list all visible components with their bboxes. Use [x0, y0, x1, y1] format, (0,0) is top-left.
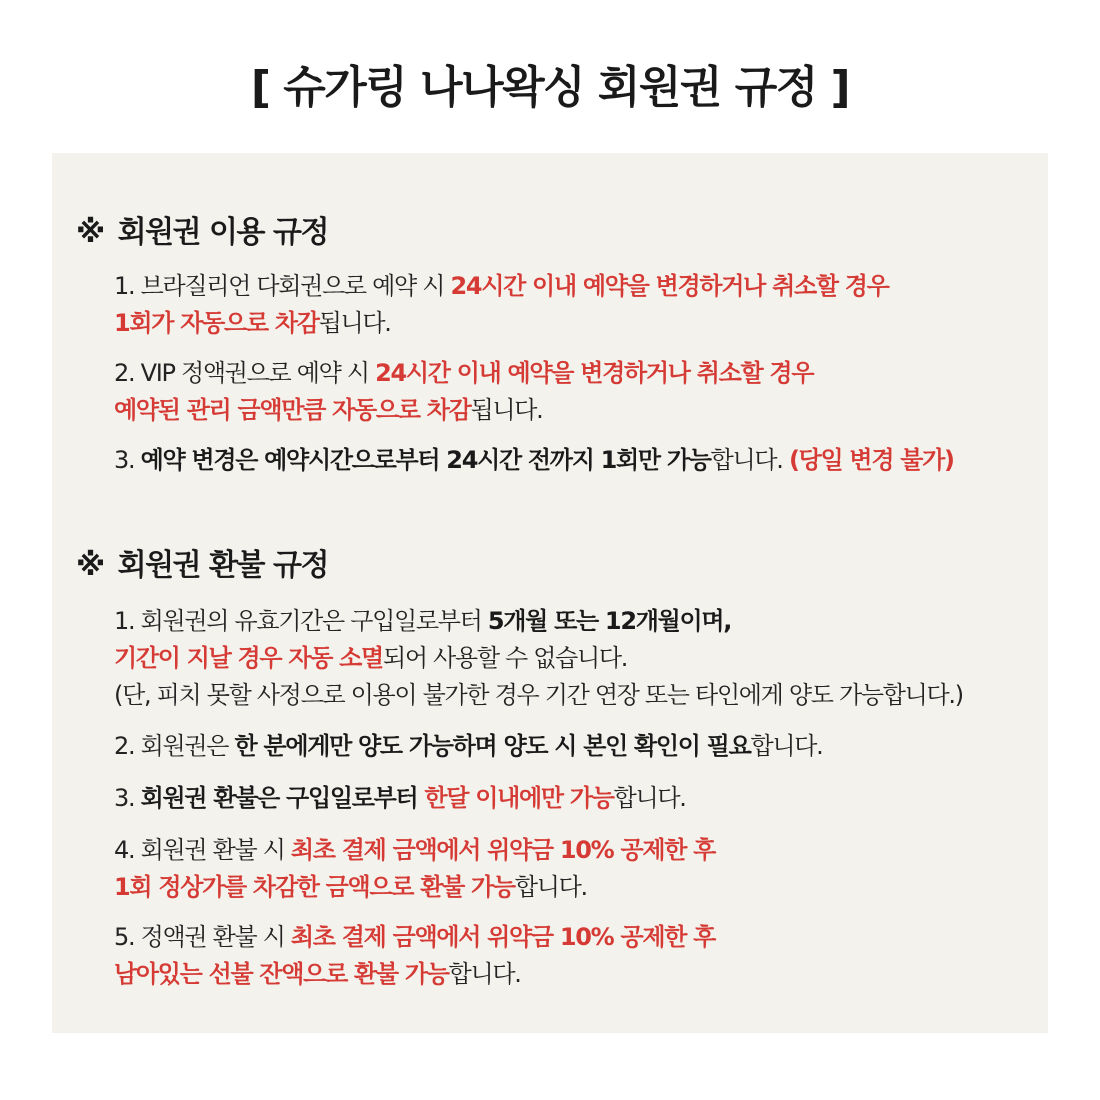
rule-line	[114, 355, 1044, 392]
highlighted-text: 최초 결제 금액에서 위약금 10% 공제한 후	[290, 923, 716, 951]
highlighted-text: 최초 결제 금액에서 위약금 10% 공제한 후	[290, 836, 716, 864]
emphasized-text: 5개월 또는 12개월이며,	[487, 607, 732, 635]
emphasized-text: 회원권 환불은 구입일로부터	[140, 784, 425, 812]
rule-text: 합니다.	[710, 446, 789, 474]
rule-line	[114, 728, 1044, 765]
emphasized-text: 한 분에게만 양도 가능하며 양도 시 본인 확인이 필요	[234, 732, 751, 760]
rule-line	[114, 442, 1044, 479]
rule-text: 2. VIP 정액권으로 예약 시	[114, 359, 376, 387]
rule-line	[114, 392, 1044, 429]
highlighted-text: (당일 변경 불가)	[788, 446, 954, 474]
rules-panel	[52, 153, 1048, 1033]
refund-rule-3	[114, 780, 1044, 817]
rule-text: 됩니다.	[470, 396, 543, 424]
emphasized-text: 예약 변경은 예약시간으로부터 24시간 전까지 1회만 가능	[140, 446, 711, 474]
rule-text: 합니다.	[750, 732, 823, 760]
highlighted-text: 한달 이내에만 가능	[424, 784, 614, 812]
rule-line	[114, 780, 1044, 817]
rule-text: 1. 회원권의 유효기간은 구입일로부터	[114, 607, 488, 635]
rule-text: 5. 정액권 환불 시	[114, 923, 291, 951]
refund-rules-title: 회원권 환불 규정	[117, 548, 328, 583]
refund-rule-2	[114, 728, 1044, 765]
rule-text: 3.	[114, 446, 141, 474]
rule-text: (단, 피치 못할 사정으로 이용이 불가한 경우 기간 연장 또는 타인에게 양도 가능합니다.)	[114, 681, 963, 709]
reference-mark: ※	[76, 215, 104, 250]
rule-text: 되어 사용할 수 없습니다.	[382, 644, 628, 672]
highlighted-text: 기간이 지날 경우 자동 소멸	[114, 644, 383, 672]
rule-line	[114, 305, 1044, 342]
rule-line	[114, 640, 1044, 677]
rule-text: 4. 회원권 환불 시	[114, 836, 291, 864]
refund-rules-heading	[76, 546, 328, 586]
rule-text: 2. 회원권은	[114, 732, 235, 760]
rule-line	[114, 268, 1044, 305]
rule-text: 3.	[114, 784, 141, 812]
rule-line	[114, 869, 1044, 906]
highlighted-text: 1회가 자동으로 차감	[114, 309, 319, 337]
rule-line	[114, 832, 1044, 869]
rule-line	[114, 677, 1044, 714]
rule-line	[114, 919, 1044, 956]
usage-rules-title: 회원권 이용 규정	[117, 215, 328, 250]
highlighted-text: 예약된 관리 금액만큼 자동으로 차감	[114, 396, 471, 424]
usage-rules-heading	[76, 213, 328, 253]
highlighted-text: 남아있는 선불 잔액으로 환불 가능	[114, 960, 449, 988]
rule-text: 합니다.	[613, 784, 686, 812]
refund-rule-1	[114, 603, 1044, 714]
usage-rule-3	[114, 442, 1044, 479]
reference-mark: ※	[76, 548, 104, 583]
highlighted-text: 24시간 이내 예약을 변경하거나 취소할 경우	[375, 359, 814, 387]
rule-text: 합니다.	[514, 873, 587, 901]
rule-text: 됩니다.	[318, 309, 391, 337]
rule-text: 1. 브라질리언 다회권으로 예약 시	[114, 272, 451, 300]
highlighted-text: 24시간 이내 예약을 변경하거나 취소할 경우	[450, 272, 889, 300]
rule-line	[114, 603, 1044, 640]
usage-rule-1	[114, 268, 1044, 342]
rule-line	[114, 956, 1044, 993]
highlighted-text: 1회 정상가를 차감한 금액으로 환불 가능	[114, 873, 515, 901]
usage-rule-2	[114, 355, 1044, 429]
page-title: [ 슈가링 나나왁싱 회원권 규정 ]	[250, 62, 850, 113]
refund-rule-5	[114, 919, 1044, 993]
rule-text: 합니다.	[448, 960, 521, 988]
refund-rule-4	[114, 832, 1044, 906]
